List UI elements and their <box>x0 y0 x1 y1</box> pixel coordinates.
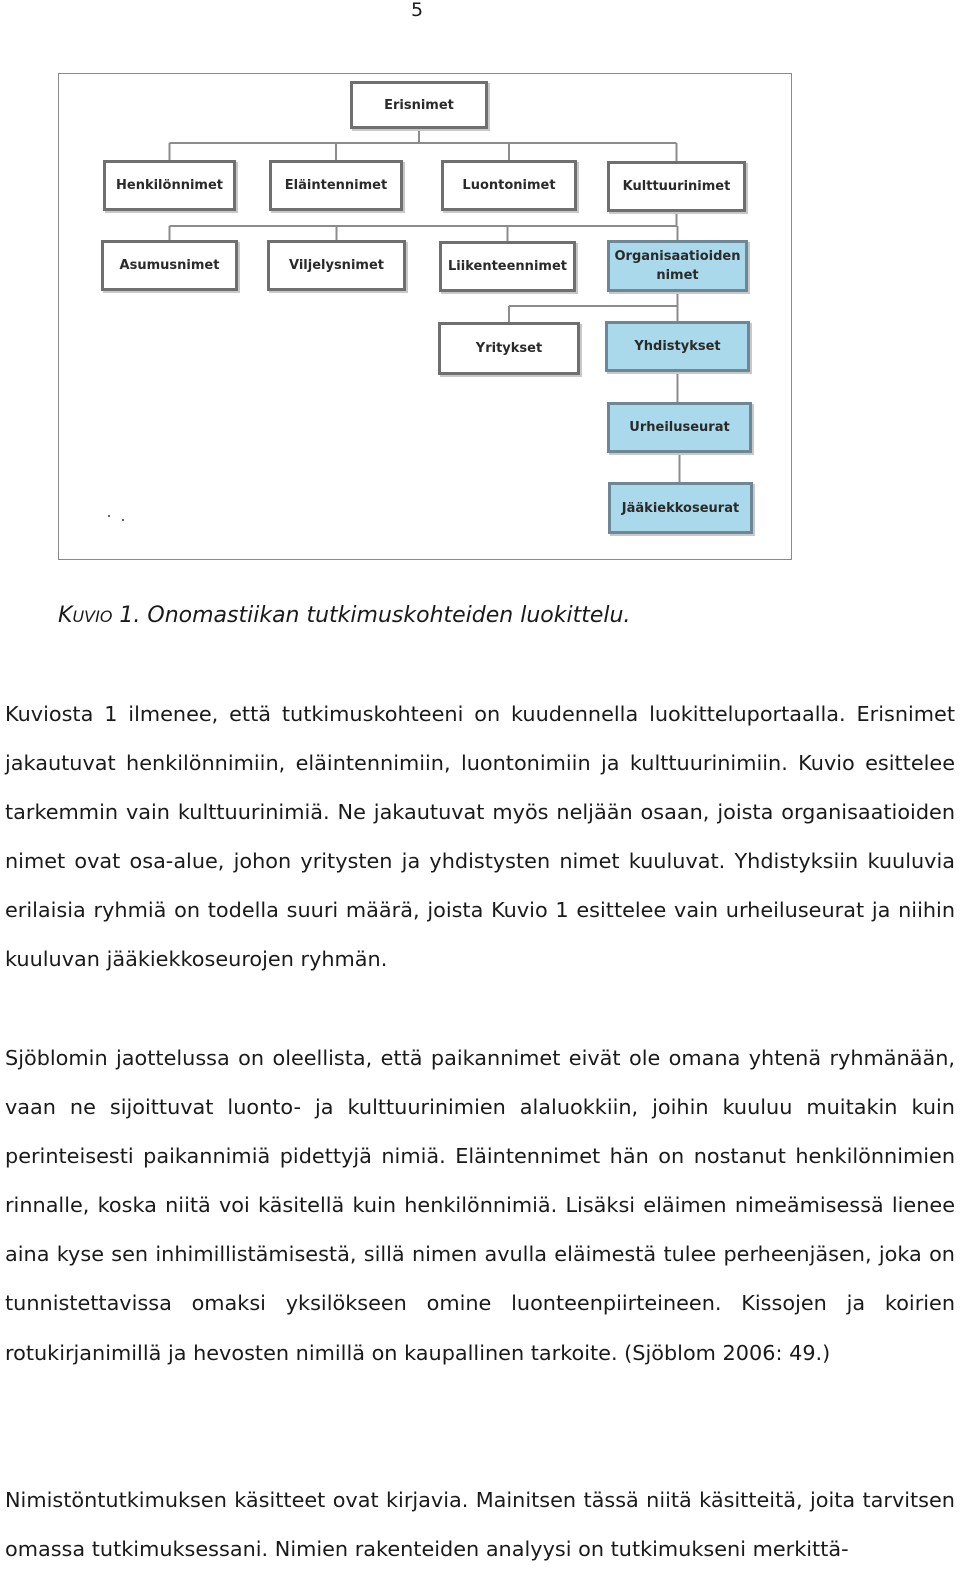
node-label: Kulttuurinimet <box>622 179 731 194</box>
caption-text: 1. Onomastiikan tutkimuskohteiden luokittelu. <box>112 603 631 628</box>
node-yhdistykset <box>605 321 750 372</box>
node-liikenteennimet <box>439 241 576 292</box>
node-label: Liikenteennimet <box>448 259 567 274</box>
node-luontonimet <box>441 160 577 211</box>
node-erisnimet <box>350 81 488 129</box>
node-organisaatioiden-nimet <box>607 240 748 292</box>
caption-label-rest: UVIO <box>72 607 113 626</box>
node-label: Henkilönnimet <box>116 178 223 193</box>
node-viljelysnimet <box>267 240 406 291</box>
body-paragraph-1: Kuviosta 1 ilmenee, että tutkimuskohteeni on kuudennella luokitteluportaalla. Erisnimet jakautuvat henkilönnimiin, eläintennimiin, luontonimiin ja kulttuurinimiin. Kuvio esittelee tarkemmin vain kulttuurinimiä. Ne jakautuvat myös neljään osaan, joista organisaatioiden nimet ovat osa-alue, johon yritysten ja yhdistysten nimet kuuluvat. Yhdistyksiin kuuluvia erilaisia ryhmiä on todella suuri määrä, joista Kuvio 1 esittelee vain urheiluseurat ja niihin kuuluvan jääkiekkoseurojen ryhmän. <box>5 702 955 972</box>
body-paragraph-3: Nimistöntutkimuksen käsitteet ovat kirjavia. Mainitsen tässä niitä käsitteitä, joita tarvitsen omassa tutkimuksessani. Nimien rakenteiden analyysi on tutkimukseni merkittä- <box>5 1488 955 1562</box>
node-label: Luontonimet <box>462 178 556 193</box>
classification-diagram <box>58 73 792 560</box>
node-label: Yhdistykset <box>634 339 721 354</box>
node-label: Jääkiekkoseurat <box>621 500 740 516</box>
node-elaintennimet <box>269 160 403 211</box>
caption-label-initial: K <box>58 603 73 628</box>
node-urheiluseurat <box>607 402 752 453</box>
body-paragraph-2: Sjöblomin jaottelussa on oleellista, että paikannimet eivät ole omana yhtenä ryhmänään, vaan ne sijoittuvat luonto- ja kulttuurinimien alaluokkiin, joihin kuuluu muitakin kuin perinteisesti paikannimiä pidettyjä nimiä. Eläintennimet hän on nostanut henkilönnimien rinnalle, koska niitä voi käsitellä kuin henkilönnimiä. Lisäksi eläimen nimeämisessä lienee aina kyse sen inhimillistämisestä, sillä nimen avulla eläimestä tulee perheenjäsen, joka on tunnistettavissa omaksi yksilökseen omine luonteenpiirteineen. Kissojen ja koirien rotukirjanimillä ja hevosten nimillä on kaupallinen tarkoite. (Sjöblom 2006: 49.) <box>5 1046 955 1365</box>
scan-speck <box>108 515 110 517</box>
node-label: Eläintennimet <box>284 178 388 193</box>
node-label: Organisaatioiden nimet <box>614 249 741 283</box>
page-number: 5 <box>410 0 424 21</box>
node-asumusnimet <box>101 240 238 291</box>
node-kulttuurinimet <box>607 161 746 212</box>
node-label: Yritykset <box>475 341 543 356</box>
node-label: Asumusnimet <box>119 258 220 273</box>
node-jaakiekkoseurat <box>608 482 753 534</box>
node-label: Erisnimet <box>384 97 454 113</box>
figure-caption <box>58 601 630 632</box>
node-yritykset <box>438 322 580 375</box>
node-label: Viljelysnimet <box>289 258 384 273</box>
scan-speck <box>122 519 124 521</box>
node-henkilonnimet <box>103 160 236 211</box>
node-label: Urheiluseurat <box>629 420 730 435</box>
